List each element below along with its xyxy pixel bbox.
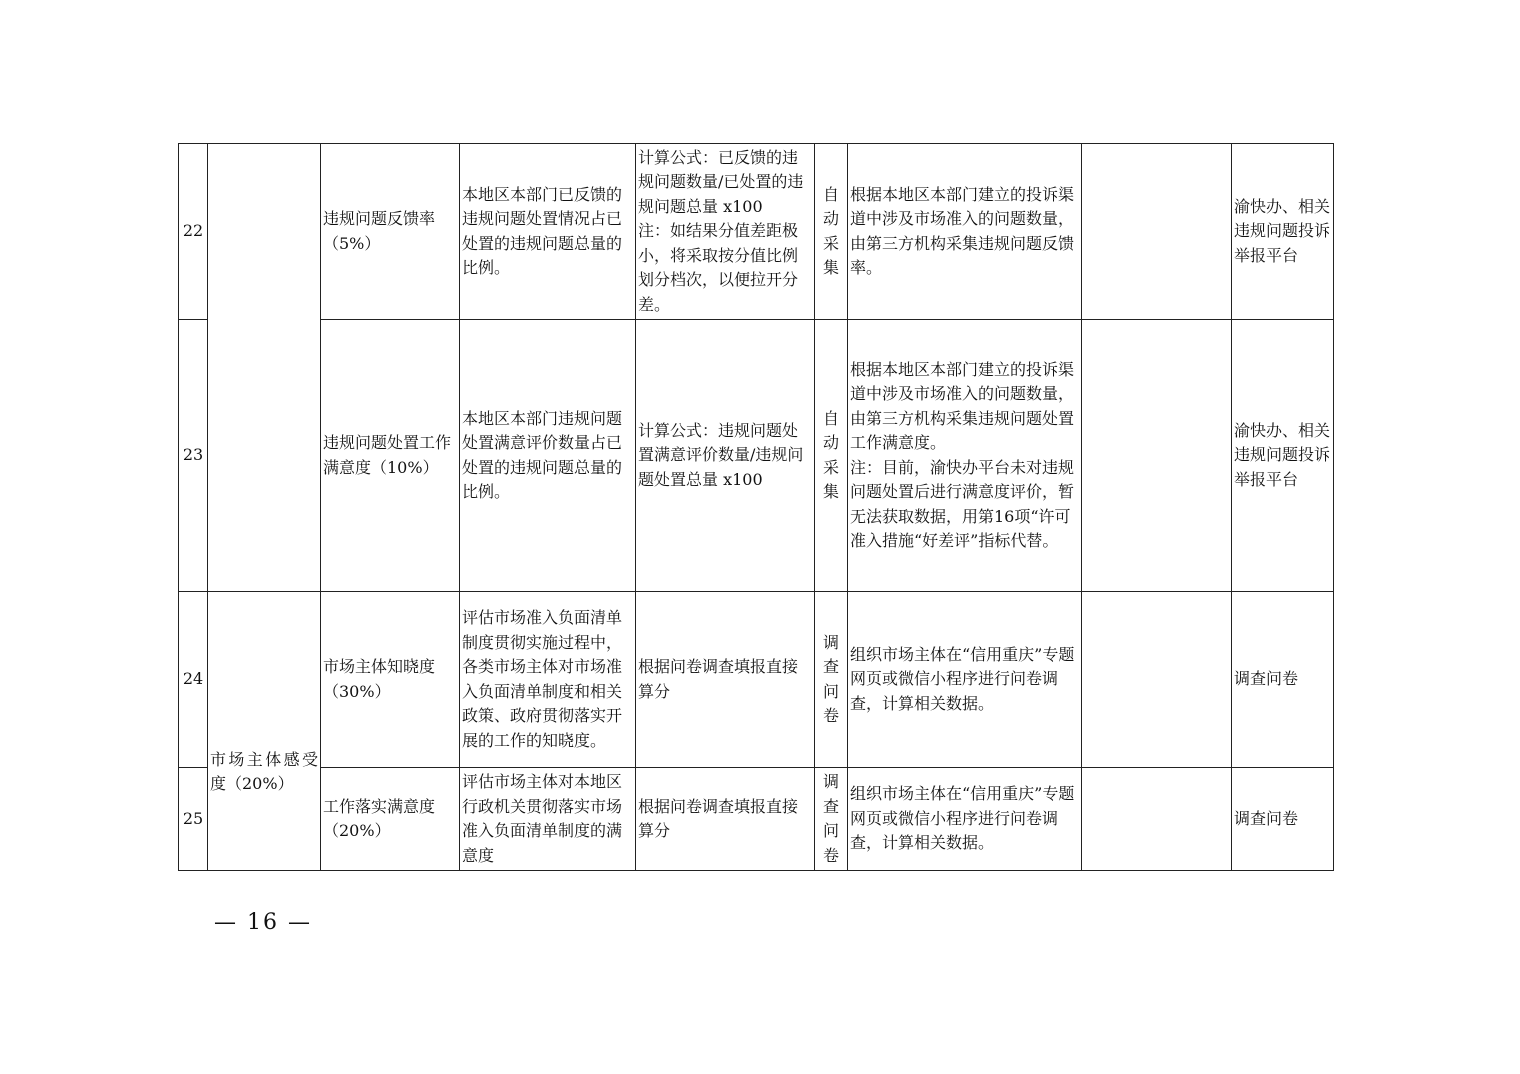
- definition-cell: 本地区本部门违规问题处置满意评价数量占已处置的违规问题总量的比例。: [460, 320, 636, 592]
- source-cell: 组织市场主体在“信用重庆”专题网页或微信小程序进行问卷调查，计算相关数据。: [848, 592, 1082, 768]
- platform-cell: 调查问卷: [1232, 592, 1334, 768]
- method-cell: [815, 592, 848, 768]
- category-cell: 市场主体感受度（20%）: [208, 592, 321, 871]
- page-number: — 16 —: [214, 910, 312, 935]
- indicator-cell: 违规问题反馈率（5%）: [321, 144, 460, 320]
- formula-cell: 根据问卷调查填报直接算分: [636, 768, 815, 871]
- definition-cell: 评估市场准入负面清单制度贯彻实施过程中，各类市场主体对市场准入负面清单制度和相关政策、政府贯彻落实开展的工作的知晓度。: [460, 592, 636, 768]
- method-cell: [815, 144, 848, 320]
- table-row-24: [179, 592, 1334, 768]
- formula-cell: 计算公式：违规问题处置满意评价数量/违规问题处置总量 x100: [636, 320, 815, 592]
- indicator-table: [178, 143, 1334, 871]
- source-cell: 根据本地区本部门建立的投诉渠道中涉及市场准入的问题数量，由第三方机构采集违规问题处置工作满意度。 注：目前，渝快办平台未对违规问题处置后进行满意度评价，暂无法获取数据，用第16项“许可准入措施“好差评”指标代替。: [848, 320, 1082, 592]
- remark-cell: [1082, 768, 1232, 871]
- table-row-22: [179, 144, 1334, 320]
- source-cell: 根据本地区本部门建立的投诉渠道中涉及市场准入的问题数量，由第三方机构采集违规问题反馈率。: [848, 144, 1082, 320]
- platform-cell: 渝快办、相关违规问题投诉举报平台: [1232, 144, 1334, 320]
- definition-cell: 评估市场主体对本地区行政机关贯彻落实市场准入负面清单制度的满意度: [460, 768, 636, 871]
- method-text: 自动采集: [823, 184, 840, 277]
- method-text: 自动采集: [823, 408, 840, 501]
- method-cell: [815, 320, 848, 592]
- method-cell: [815, 768, 848, 871]
- formula-cell: 计算公式：已反馈的违规问题数量/已处置的违规问题总量 x100 注：如结果分值差距极小，将采取按分值比例划分档次，以便拉开分差。: [636, 144, 815, 320]
- row-number: 25: [179, 768, 208, 871]
- row-number: 24: [179, 592, 208, 768]
- definition-cell: 本地区本部门已反馈的违规问题处置情况占已处置的违规问题总量的比例。: [460, 144, 636, 320]
- remark-cell: [1082, 144, 1232, 320]
- method-text: 调查问卷: [823, 632, 840, 725]
- platform-cell: 渝快办、相关违规问题投诉举报平台: [1232, 320, 1334, 592]
- source-cell: 组织市场主体在“信用重庆”专题网页或微信小程序进行问卷调查，计算相关数据。: [848, 768, 1082, 871]
- remark-cell: [1082, 320, 1232, 592]
- indicator-cell: 市场主体知晓度（30%）: [321, 592, 460, 768]
- platform-cell: 调查问卷: [1232, 768, 1334, 871]
- row-number: 22: [179, 144, 208, 320]
- indicator-cell: 工作落实满意度（20%）: [321, 768, 460, 871]
- category-cell-empty: [208, 144, 321, 592]
- table-row-23: [179, 320, 1334, 592]
- method-text: 调查问卷: [823, 772, 840, 865]
- table-row-25: [179, 768, 1334, 871]
- row-number: 23: [179, 320, 208, 592]
- remark-cell: [1082, 592, 1232, 768]
- formula-cell: 根据问卷调查填报直接算分: [636, 592, 815, 768]
- indicator-cell: 违规问题处置工作满意度（10%）: [321, 320, 460, 592]
